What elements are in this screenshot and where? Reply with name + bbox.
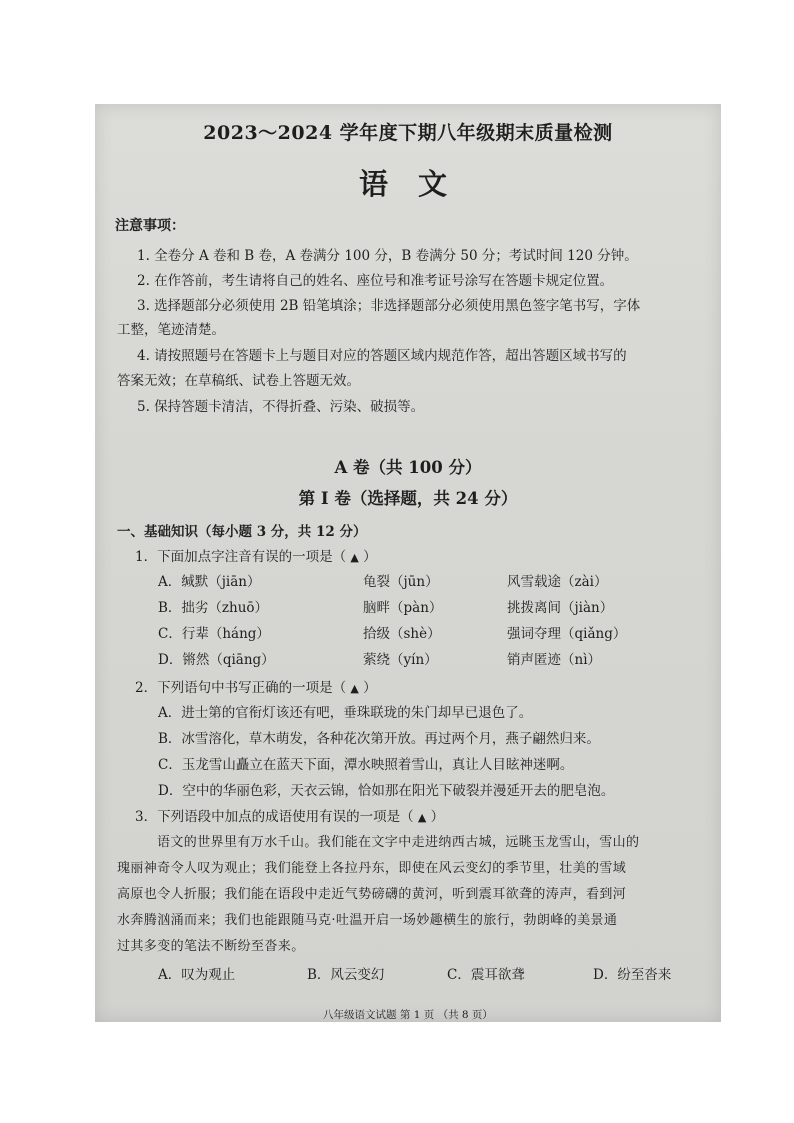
notice-line-2: 2. 在作答前，考生请将自己的姓名、座位号和准考证号涂写在答题卡规定位置。 [137, 273, 614, 289]
q2-option-d: D．空中的华丽色彩，天衣云锦，恰如那在阳光下破裂并漫延开去的肥皂泡。 [158, 783, 615, 799]
notice-line-5: 5. 保持答题卡清洁，不得折叠、污染、破损等。 [137, 399, 425, 415]
q2-option-b: B．冰雪溶化，草木萌发，各种花次第开放。再过两个月，燕子翩然归来。 [158, 731, 600, 747]
question-2-stem: 2．下列语句中书写正确的一项是（ ▲ ） [135, 680, 377, 696]
q3-passage-line-4: 水奔腾汹涌而来；我们也能跟随马克·吐温开启一场妙趣横生的旅行，勃朗峰的美景通 [117, 913, 618, 928]
q1-option-b-1: B．拙劣（zhuō） [158, 600, 269, 616]
q1-option-d-2: 萦绕（yín） [363, 652, 438, 668]
notice-line-3-cont: 工整，笔迹清楚。 [117, 322, 225, 338]
answer-mark: ▲ [350, 551, 359, 564]
notice-line-3: 3. 选择题部分必须使用 2B 铅笔填涂；非选择题部分必须使用黑色签字笔书写，字体 [137, 298, 641, 314]
question-1-stem: 1．下面加点字注音有误的一项是（ ▲ ） [135, 549, 377, 565]
q3-option-c: C．震耳欲聋 [447, 967, 525, 983]
q1-option-a-2: 龟裂（jūn） [363, 574, 439, 590]
q1-option-a-1: A．缄默（jiān） [158, 574, 261, 590]
q3-option-b: B．风云变幻 [307, 967, 385, 983]
q1-option-b-3: 挑拨离间（jiàn） [507, 600, 614, 616]
answer-mark: ▲ [350, 682, 359, 695]
q1-option-d-1: D．锵然（qiāng） [158, 652, 275, 668]
q3-option-a: A．叹为观止 [158, 967, 236, 983]
q1-option-c-2: 拾级（shè） [363, 626, 441, 642]
q3-passage-line-3: 高原也令人折服；我们能在语段中走近气势磅礴的黄河，听到震耳欲聋的涛声，看到河 [117, 887, 627, 902]
exam-page [95, 104, 721, 1022]
a-volume-heading: A 卷（共 100 分） [334, 458, 482, 477]
q1-option-c-1: C．行辈（háng） [158, 626, 270, 642]
q1-option-b-2: 脑畔（pàn） [363, 600, 443, 616]
page-footer: 八年级语文试题 第 1 页 （共 8 页） [323, 1009, 493, 1021]
q3-passage-line-1: 语文的世界里有万水千山。我们能在文字中走进纳西古城，远眺玉龙雪山，雪山的 [157, 835, 640, 850]
q1-option-a-3: 风雪载途（zài） [507, 574, 608, 590]
q3-passage-line-2: 瑰丽神奇令人叹为观止；我们能登上各拉丹东，即使在风云变幻的季节里，壮美的雪域 [117, 861, 627, 876]
notice-line-1: 1. 全卷分 A 卷和 B 卷，A 卷满分 100 分，B 卷满分 50 分；考试时间 120 分钟。 [137, 248, 638, 264]
q2-option-c: C．玉龙雪山矗立在蓝天下面，潭水映照着雪山，真让人目眩神迷啊。 [158, 757, 574, 773]
notice-line-4: 4. 请按照题号在答题卡上与题目对应的答题区域内规范作答，超出答题区域书写的 [137, 348, 627, 364]
q1-option-d-3: 销声匿迹（nì） [507, 652, 602, 668]
q1-option-c-3: 强词夺理（qiǎng） [507, 626, 627, 642]
answer-mark: ▲ [417, 811, 427, 824]
category-heading: 一、基础知识（每小题 3 分，共 12 分） [117, 524, 367, 540]
q3-option-d: D．纷至沓来 [593, 967, 672, 983]
question-3-stem: 3．下列语段中加点的成语使用有误的一项是（ ▲ ） [135, 809, 445, 825]
exam-title: 2023～2024 学年度下期八年级期末质量检测 [203, 122, 613, 144]
part-1-heading: 第 I 卷（选择题，共 24 分） [298, 489, 518, 508]
notice-heading: 注意事项： [115, 218, 185, 234]
subject-title: 语 文 [358, 167, 458, 201]
q3-passage-line-5: 过其多变的笔法不断纷至沓来。 [117, 939, 305, 954]
notice-line-4-cont: 答案无效；在草稿纸、试卷上答题无效。 [117, 373, 360, 389]
q2-option-a: A．进士第的官衔灯该还有吧，垂珠联珑的朱门却早已退色了。 [158, 705, 533, 721]
